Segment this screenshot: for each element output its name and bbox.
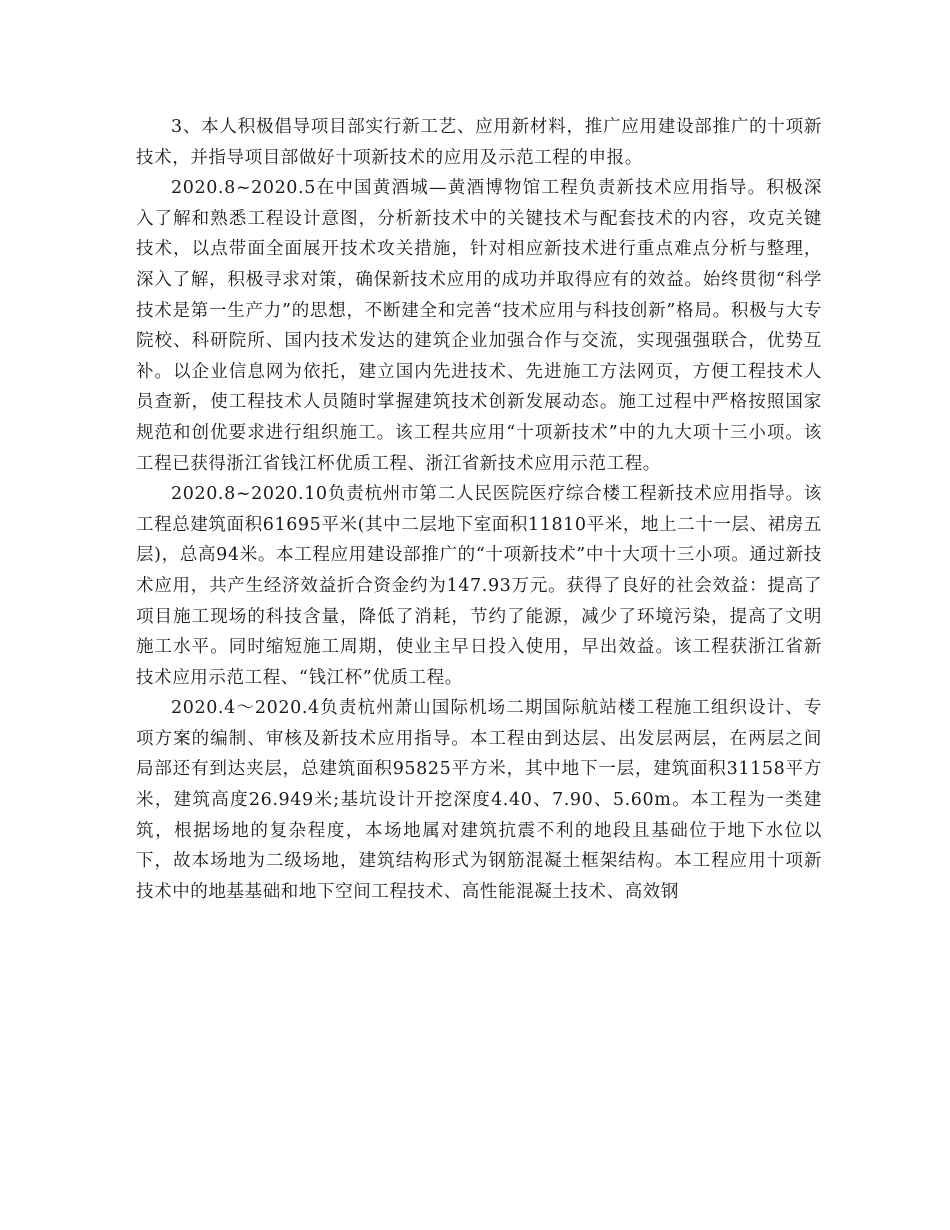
paragraph-hangzhou-second-hospital: 2020.8~2020.10负责杭州市第二人民医院医疗综合楼工程新技术应用指导。该工程总建筑面积61695平米(其中二层地下室面积11810平米，地上二十一层、裙房五层)，总高94米。本工程应用建设部推广的“十项新技术”中十大项十三小项。通过新技术应用，共产生经济效益折合资金约为147.93万元。获得了良好的社会效益：提高了项目施工现场的科技含量，降低了消耗，节约了能源，减少了环境污染，提高了文明施工水平。同时缩短施工周期，使业主早日投入使用，早出效益。该工程获浙江省新技术应用示范工程、“钱江杯”优质工程。: [136, 484, 822, 688]
paragraph-xiaoshan-airport: 2020.4～2020.4负责杭州萧山国际机场二期国际航站楼工程施工组织设计、专项方案的编制、审核及新技术应用指导。本工程由到达层、出发层两层，在两层之间局部还有到达夹层，总建筑面积95825平方米，其中地下一层，建筑面积31158平方米，建筑高度26.949米;基坑设计开挖深度4.40、7.90、5.60m。本工程为一类建筑，根据场地的复杂程度，本场地属对建筑抗震不利的地段且基础位于地下水位以下，故本场地为二级场地，建筑结构形式为钢筋混凝土框架结构。本工程应用十项新技术中的地基基础和地下空间工程技术、高性能混凝土技术、高效钢: [136, 698, 822, 902]
paragraph-innovation-advocacy: 3、本人积极倡导项目部实行新工艺、应用新材料，推广应用建设部推广的十项新技术，并指导项目部做好十项新技术的应用及示范工程的申报。: [136, 117, 822, 168]
document-body: [136, 112, 822, 907]
paragraph-yellow-wine-museum: 2020.8~2020.5在中国黄酒城—黄酒博物馆工程负责新技术应用指导。积极深入了解和熟悉工程设计意图，分析新技术中的关键技术与配套技术的内容，攻克关键技术，以点带面全面展开技术攻关措施，针对相应新技术进行重点难点分析与整理，深入了解，积极寻求对策，确保新技术应用的成功并取得应有的效益。始终贯彻“科学技术是第一生产力”的思想，不断建全和完善“技术应用与科技创新”格局。积极与大专院校、科研院所、国内技术发达的建筑企业加强合作与交流，实现强强联合，优势互补。以企业信息网为依托，建立国内先进技术、先进施工方法网页，方便工程技术人员查新，使工程技术人员随时掌握建筑技术创新发展动态。施工过程中严格按照国家规范和创优要求进行组织施工。该工程共应用“十项新技术”中的九大项十三小项。该工程已获得浙江省钱江杯优质工程、浙江省新技术应用示范工程。: [136, 178, 822, 474]
